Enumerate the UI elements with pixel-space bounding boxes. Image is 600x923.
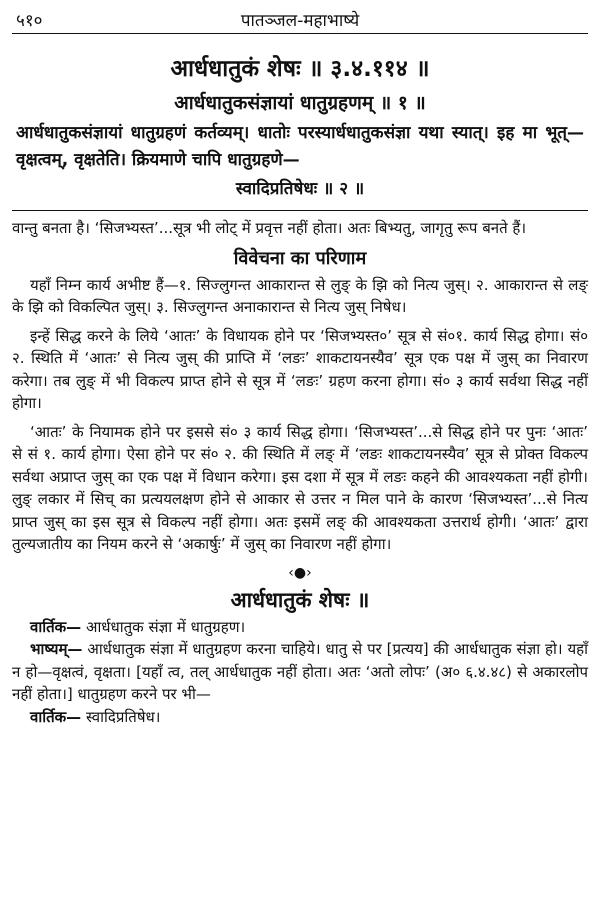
running-header — [12, 0, 588, 32]
vartika-label: वार्तिक— — [30, 617, 82, 636]
vartika-text: आर्धधातुक संज्ञा में धातुग्रहण। — [81, 617, 246, 636]
paragraph-goals: यहाँ निम्न कार्य अभीष्ट हैं—१. सिज्लुगन्त आकारान्त से लुङ् के झि को नित्य जुस्। २. आकारान्त से लङ् के झि को विकल्पित जुस्। ३. सिज्लुगन्त अनाकारान्त से नित्य जुस् निषेध। — [12, 275, 588, 316]
running-title: पातञ्जल-महाभाष्ये — [240, 11, 360, 31]
bhashya-translation — [12, 638, 588, 706]
paragraph-niyamaka: ‘आतः’ के नियामक होने पर इससे सं० ३ कार्य सिद्ध होगा। ‘सिजभ्यस्त’...से सिद्ध होने पर पुनः ‘आतः’ से सं १. कार्य होगा। ऐसा होने पर सं० २. की स्थिति में लङ् में ‘लङः शाकटायनस्यैव’ सूत्र से प्रोक्त विकल्प सर्वथा अप्राप्त जुस् का एक पक्ष में विधान करेगा। इस दशा में सूत्र में लङः कहने की आवश्यकता नहीं होगी। लुङ् लकार में सिच् का प्रत्ययलक्षण होने से आकार से उत्तर न मिल पाने के कारण ‘सिजभ्यस्त’...से नित्य प्राप्त जुस् का इस सूत्र से विकल्प नहीं होगा। अतः इसमें लङ् की आवश्यकता उत्तरार्थ होगी। ‘आतः’ द्वारा तुल्यजातीय का नियम करने से ‘अकार्षुः’ में जुस् का निवारण नहीं होगा। — [12, 422, 588, 553]
continuation-paragraph: वान्तु बनता है। ‘सिजभ्यस्त’...सूत्र भी लोट् में प्रवृत्त नहीं होता। अतः बिभ्यतु, जागृतु रूप बनते हैं। — [12, 219, 527, 237]
vartika2-label: वार्तिक— — [30, 707, 82, 726]
section-divider — [12, 210, 588, 211]
sutra-heading-repeat: आर्धधातुकं शेषः ॥ — [230, 587, 370, 612]
vartika-translation — [12, 616, 588, 639]
sutra-commentary: आर्धधातुकसंज्ञायां धातुग्रहणं कर्तव्यम्। धातोः परस्यार्धधातुकसंज्ञा यथा स्यात्। इह मा भूत्—वृक्षत्वम्, वृक्षतेति। क्रियमाणे चापि धातुग्रहणे— — [16, 123, 584, 170]
vartika-2: स्वादिप्रतिषेधः ॥ २ ॥ — [235, 179, 365, 199]
paragraph-vidhayaka: इन्हें सिद्ध करने के लिये ‘आतः’ के विधायक होने पर ‘सिजभ्यस्त०’ सूत्र से सं०१. कार्य सिद्ध होगा। सं० २. स्थिति में ‘आतः’ से नित्य जुस् की प्राप्ति में ‘लङः’ शाकटायनस्यैव’ सूत्र एक पक्ष में जुस् का निवारण करेगा। तब लुङ् में भी विकल्प प्राप्त होने से सूत्र में ‘लङः’ ग्रहण करना होगा। सं० ३ कार्य सर्वथा सिद्ध नहीं होगा। — [12, 326, 588, 412]
header-rule — [12, 33, 588, 34]
sutra-title: आर्धधातुकं शेषः ॥ ३.४.११४ ॥ — [170, 56, 430, 82]
vartika2-text: स्वादिप्रतिषेध। — [81, 707, 161, 726]
sutra-block — [12, 52, 588, 204]
vartika-1: आर्धधातुकसंज्ञायां धातुग्रहणम् ॥ १ ॥ — [174, 92, 426, 114]
section-heading: विवेचना का परिणाम — [233, 247, 367, 269]
ornament-divider: ‹●› — [288, 564, 312, 581]
bhashya-text: आर्धधातुक संज्ञा में धातुग्रहण करना चाहिये। धातु से पर [प्रत्यय] की आर्धधातुक संज्ञा हो। यहाँ न हो—वृक्षत्वं, वृक्षता। [यहाँ त्व, तल् आर्धधातुक नहीं होता। अतः ‘अतो लोपः’ (अ० ६.४.४८) से अकारलोप नहीं होता।] धातुग्रहण करने पर भी— — [12, 640, 588, 703]
bhashya-label: भाष्यम्— — [30, 640, 83, 658]
page-number: ५१० — [16, 11, 43, 31]
vartika2-translation — [12, 706, 588, 729]
